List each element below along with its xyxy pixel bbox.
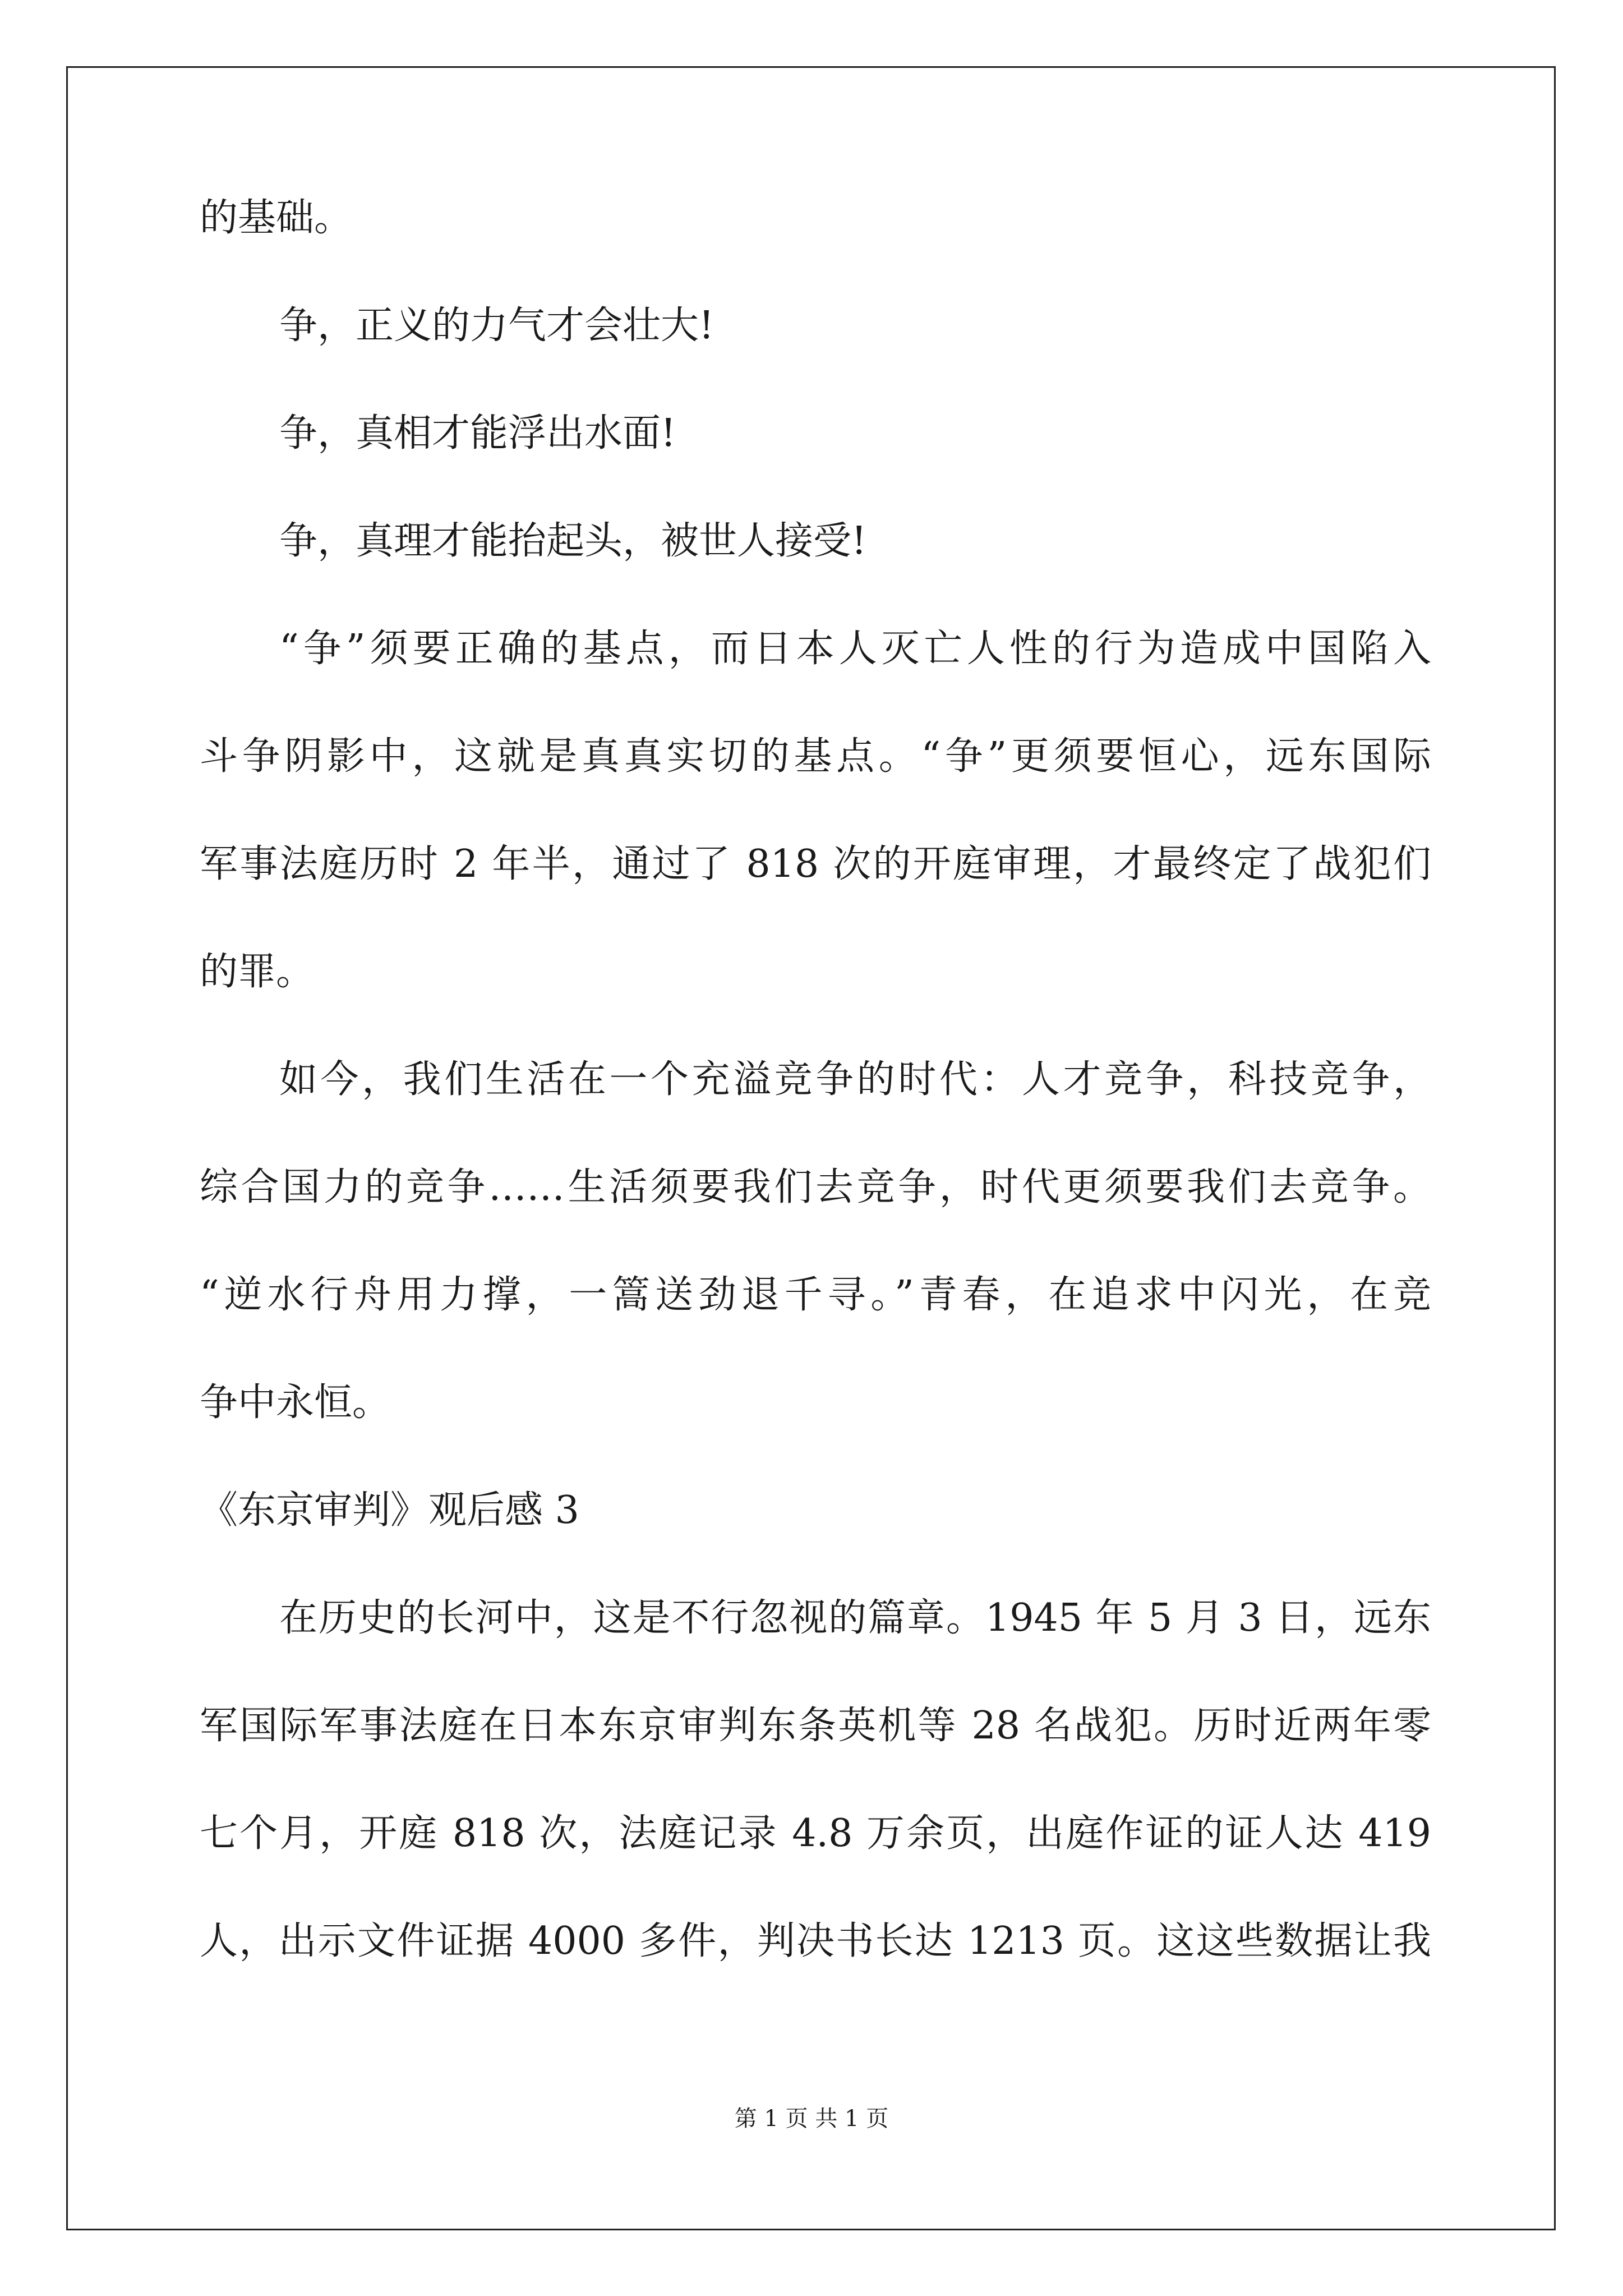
text-line: 七个月，开庭 818 次，法庭记录 4.8 万余页，出庭作证的证人达 419 — [200, 1811, 1431, 1856]
text-line: 军国际军事法庭在日本东京审判东条英机等 28 名战犯。历时近两年零 — [200, 1704, 1431, 1748]
text-line: 综合国力的竞争……生活须要我们去竞争，时代更须要我们去竞争。 — [200, 1165, 1431, 1209]
text-line: 争中永恒。 — [200, 1381, 391, 1425]
section-heading: 《东京审判》观后感 3 — [200, 1488, 579, 1533]
text-line: 军事法庭历时 2 年半，通过了 818 次的开庭审理，才最终定了战犯们 — [200, 842, 1431, 886]
text-line: 的基础。 — [200, 196, 353, 240]
page-number-footer: 第 1 页 共 1 页 — [734, 2106, 889, 2132]
text-line: “争”须要正确的基点，而日本人灭亡人性的行为造成中国陷入 — [279, 627, 1431, 671]
text-line: 争，正义的力气才会壮大! — [279, 303, 714, 348]
text-line: 在历史的长河中，这是不行忽视的篇章。1945 年 5 月 3 日，远东 — [279, 1596, 1431, 1640]
text-line: 争，真理才能抬起头，被世人接受! — [279, 519, 867, 563]
text-line: 斗争阴影中，这就是真真实切的基点。“争”更须要恒心，远东国际 — [200, 734, 1431, 779]
text-line: 如今，我们生活在一个充溢竞争的时代：人才竞争，科技竞争， — [279, 1057, 1431, 1102]
text-line: 争，真相才能浮出水面! — [279, 411, 676, 455]
text-line: 人，出示文件证据 4000 多件，判决书长达 1213 页。这这些数据让我 — [200, 1919, 1431, 1963]
text-line: 的罪。 — [200, 950, 315, 994]
text-line: “逆水行舟用力撑，一篙送劲退千寻。”青春，在追求中闪光，在竞 — [200, 1273, 1431, 1317]
page-border — [66, 66, 1556, 2230]
